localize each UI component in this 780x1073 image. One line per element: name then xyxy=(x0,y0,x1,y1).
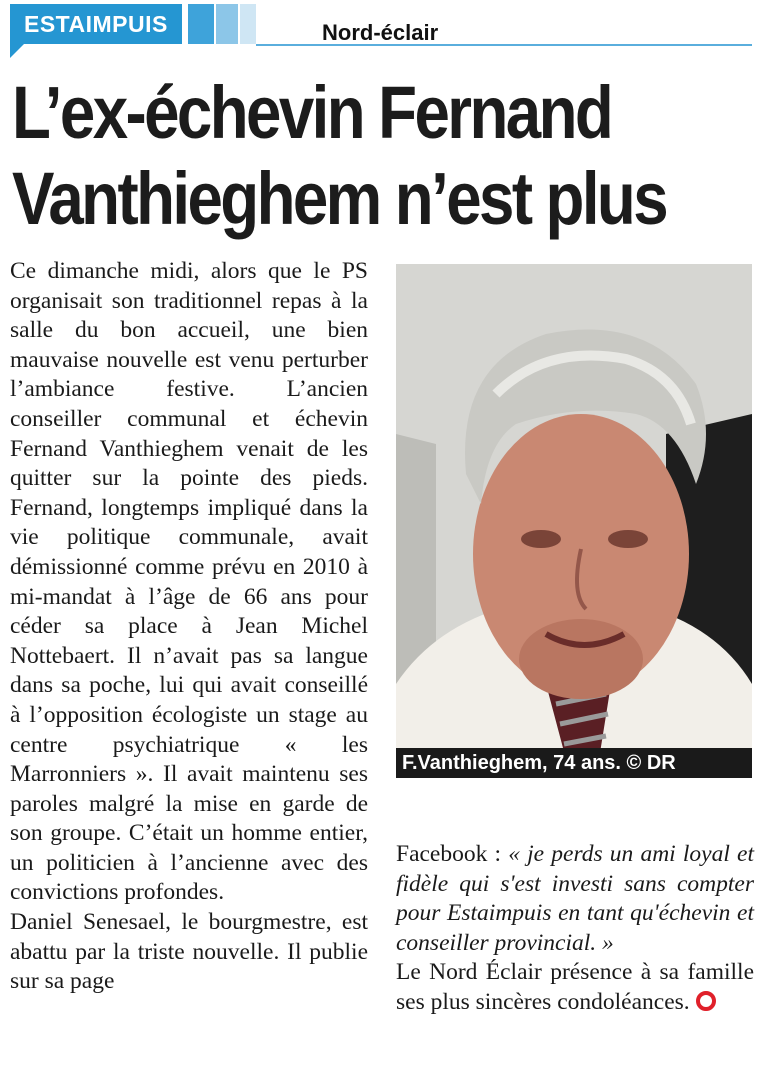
paragraph xyxy=(396,958,754,1017)
source-name: Nord-éclair xyxy=(322,20,439,45)
paragraph-text: Le Nord Éclair présence à sa famille ses plus sincères condoléances. xyxy=(396,959,754,1015)
section-tag-fade xyxy=(240,4,256,44)
section-tag: ESTAIMPUIS xyxy=(10,4,182,44)
paragraph-lead: Facebook : xyxy=(396,841,509,867)
article-column-right xyxy=(396,840,754,1018)
mayor-quote: « je perds un ami loyal et fidèle qui s'est investi sans compter pour Estaimpuis en tant qu'échevin et conseiller provincial. » xyxy=(396,841,754,956)
portrait-illustration xyxy=(396,264,752,778)
section-tag-notch xyxy=(10,44,24,58)
section-tag-fade xyxy=(216,4,238,44)
section-tag-fade xyxy=(188,4,214,44)
headline-line: L’ex-échevin Fernand xyxy=(12,71,612,154)
paragraph: Ce dimanche midi, alors que le PS organisait son traditionnel repas à la salle du bon accueil, une bien mauvaise nouvelle est venu perturber l’ambiance festive. L’ancien conseiller communal et échevin Fernand Vanthieghem venait de les quitter sur la pointe des pieds. Fernand, longtemps impliqué dans la vie politique communale, avait démissionné comme prévu en 2010 à mi-mandat à l’âge de 66 ans pour céder sa place à Jean Michel Nottebaert. Il n’avait pas sa langue dans sa poche, lui qui avait conseillé à l’opposition écologiste un stage au centre psychiatrique « les Marronniers ». Il avait maintenu ses paroles malgré la mise en garde de son groupe. C’était un homme entier, un politicien à l’ancienne avec des convictions profondes. xyxy=(10,258,368,906)
headline xyxy=(12,70,666,242)
article-column-left xyxy=(10,257,368,997)
headline-line: Vanthieghem n’est plus xyxy=(12,157,667,240)
photo-caption: F.Vanthieghem, 74 ans. © DR xyxy=(396,748,752,778)
paragraph xyxy=(396,840,754,958)
end-of-article-icon xyxy=(696,991,716,1011)
portrait-photo xyxy=(396,264,752,778)
paragraph: Daniel Senesael, le bourgmestre, est abattu par la triste nouvelle. Il publie sur sa page xyxy=(10,909,368,995)
